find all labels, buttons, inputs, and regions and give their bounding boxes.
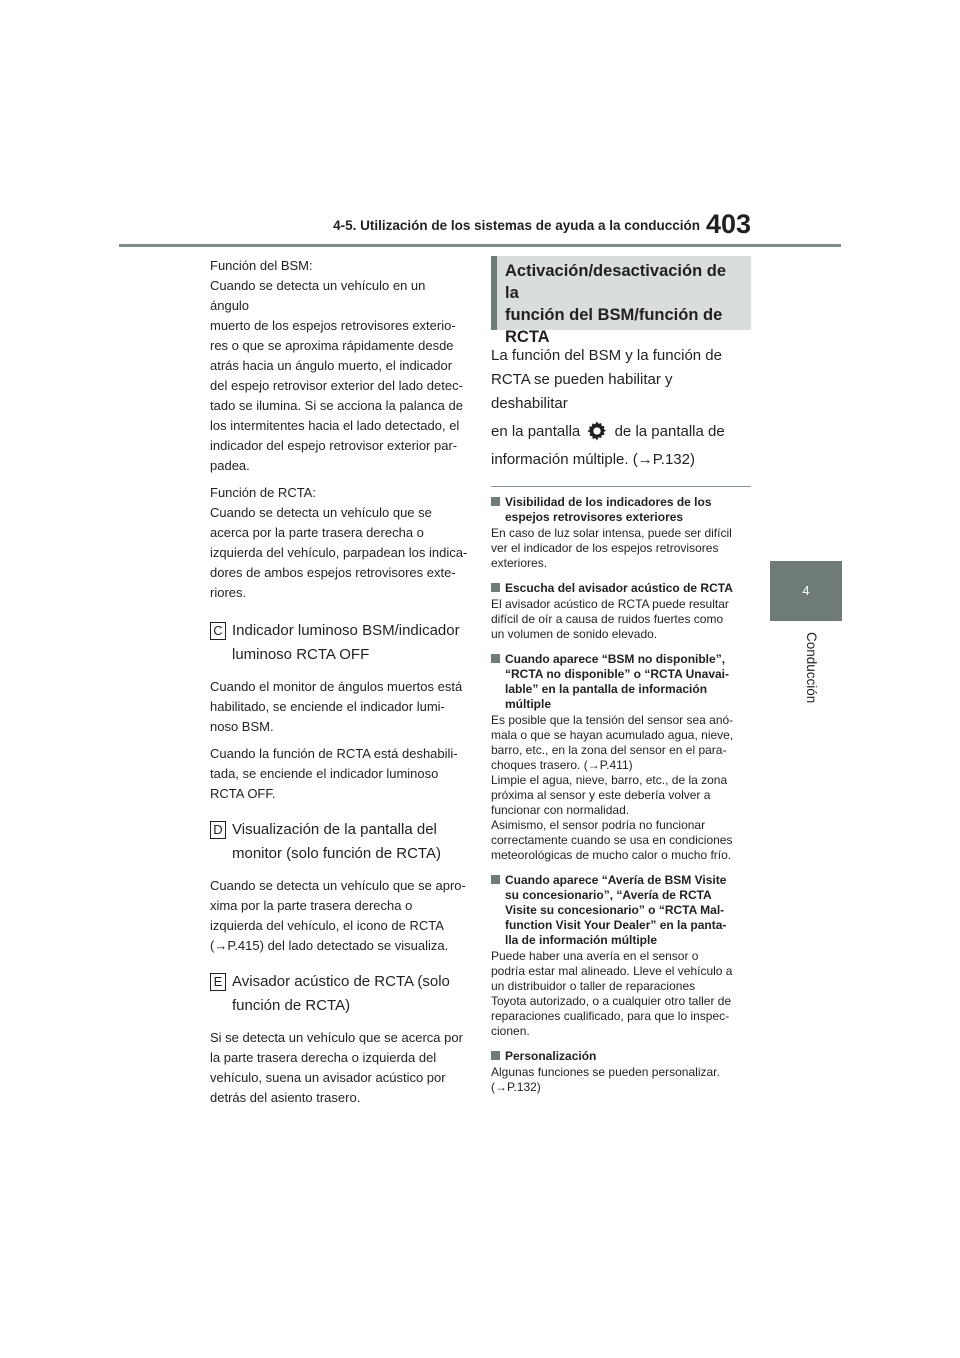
heading-line: su concesionario”, “Avería de RCTA (505, 888, 712, 902)
divider (491, 486, 751, 487)
text-fragment: de la pantalla de (614, 423, 725, 440)
text-line: izquierda del vehículo, parpadean los indica- (210, 545, 468, 560)
heading-line: Visibilidad de los indicadores de los (505, 495, 712, 509)
chapter-label: Conducción (804, 632, 819, 704)
rcta-description (210, 483, 468, 603)
text-line: habilitado, se enciende el indicador lumi- (210, 699, 445, 714)
chapter-tab[interactable]: 4 (770, 561, 842, 621)
bsm-title: Función del BSM: (210, 258, 313, 273)
heading-line: lla de información múltiple (505, 933, 658, 947)
note-body (491, 713, 751, 863)
heading-line: Escucha del avisador acústico de RCTA (505, 581, 733, 595)
text-line: exteriores. (491, 556, 548, 570)
text-line: acerca por la parte trasera derecha o (210, 525, 424, 540)
text-line: dores de ambos espejos retrovisores exte- (210, 565, 456, 580)
section-c-paragraph (210, 744, 468, 804)
section-d-paragraph (210, 876, 468, 956)
text-line: (→P.132) (491, 1080, 541, 1094)
bullet-square-icon (491, 583, 500, 592)
bullet-square-icon (491, 1051, 500, 1060)
text-line (491, 420, 751, 444)
bullet-square-icon (491, 654, 500, 663)
heading-line: función de RCTA) (232, 997, 351, 1014)
text-line: res o que se aproxima rápidamente desde (210, 338, 454, 353)
page-number: 403 (706, 209, 752, 239)
text-line: Limpie el agua, nieve, barro, etc., de la zona (491, 773, 728, 787)
right-column (491, 256, 751, 1095)
text-line: muerto de los espejos retrovisores exterio- (210, 318, 456, 333)
section-c-heading (210, 619, 468, 667)
text-line: (→P.415) del lado detectado se visualiza. (210, 938, 449, 953)
text-line: xima por la parte trasera derecha o (210, 898, 413, 913)
heading-line: luminoso RCTA OFF (232, 646, 370, 663)
section-e-paragraph (210, 1028, 468, 1108)
box-title-line: función del BSM/función de (505, 306, 723, 324)
text-line: tado se ilumina. Si se acciona la palanca de (210, 398, 463, 413)
text-line: tada, se enciende el indicador luminoso (210, 766, 439, 781)
bullet-square-icon (491, 497, 500, 506)
heading-line: Visualización de la pantalla del (232, 821, 437, 838)
heading-line: Avisador acústico de RCTA (solo (232, 973, 450, 990)
text-line: funcionar con normalidad. (491, 803, 630, 817)
text-line: Algunas funciones se pueden personalizar. (491, 1065, 720, 1079)
heading-line: Cuando aparece “BSM no disponible”, (505, 652, 726, 666)
text-line: izquierda del vehículo, el icono de RCTA (210, 918, 444, 933)
text-line: mala o que se hayan acumulado agua, nieve, (491, 728, 734, 742)
heading-line: Indicador luminoso BSM/indicador (232, 622, 460, 639)
text-line: próxima al sensor y este debería volver a (491, 788, 711, 802)
rcta-title: Función de RCTA: (210, 485, 316, 500)
heading-line: monitor (solo función de RCTA) (232, 845, 441, 862)
note-body (491, 597, 751, 642)
text-line: Puede haber una avería en el sensor o (491, 949, 699, 963)
text-line: la parte trasera derecha o izquierda del (210, 1050, 437, 1065)
section-title: 4-5. Utilización de los sistemas de ayuda a la conducción (333, 218, 700, 233)
text-line: noso BSM. (210, 719, 274, 734)
note-body (491, 949, 751, 1039)
note-heading (491, 652, 751, 712)
text-line: un distribuidor o taller de reparaciones (491, 979, 696, 993)
text-line: Asimismo, el sensor podría no funcionar (491, 818, 706, 832)
text-line: meteorológicas de mucho calor o mucho frío. (491, 848, 732, 862)
text-line: En caso de luz solar intensa, puede ser difícil (491, 526, 732, 540)
left-column (210, 256, 468, 1108)
text-line: choques trasero. (→P.411) (491, 758, 633, 772)
note-heading (491, 873, 751, 948)
text-line: Cuando se detecta un vehículo en un ángulo (210, 278, 426, 313)
bullet-square-icon (491, 875, 500, 884)
gear-icon (586, 420, 608, 442)
note-heading (491, 581, 751, 596)
bsm-description (210, 256, 468, 476)
badge-e: E (210, 973, 226, 991)
heading-line: Personalización (505, 1049, 597, 1063)
box-title-line: Activación/desactivación de la (505, 262, 727, 302)
text-fragment: en la pantalla (491, 423, 581, 440)
text-line: Cuando el monitor de ángulos muertos está (210, 679, 463, 694)
text-line: Toyota autorizado, o a cualquier otro taller de (491, 994, 732, 1008)
heading-line: Visite su concesionario” o “RCTA Mal- (505, 903, 725, 917)
badge-c: C (210, 622, 226, 640)
text-line: Cuando la función de RCTA está deshabili- (210, 746, 458, 761)
note-body (491, 1065, 751, 1095)
note-heading (491, 495, 751, 525)
text-line: Es posible que la tensión del sensor sea anó- (491, 713, 734, 727)
text-line: El avisador acústico de RCTA puede resultar (491, 597, 729, 611)
text-line: La función del BSM y la función de (491, 347, 722, 364)
text-line: Cuando se detecta un vehículo que se apro- (210, 878, 466, 893)
note-body (491, 526, 751, 571)
text-line: un volumen de sonido elevado. (491, 627, 658, 641)
heading-line: lable” en la pantalla de información (505, 682, 708, 696)
text-line: RCTA OFF. (210, 786, 276, 801)
text-line: ver el indicador de los espejos retrovisores (491, 541, 719, 555)
text-line: riores. (210, 585, 247, 600)
text-line: Si se detecta un vehículo que se acerca por (210, 1030, 463, 1045)
text-line: vehículo, suena un avisador acústico por (210, 1070, 446, 1085)
section-title-box (491, 256, 751, 346)
box-title-line: RCTA (505, 328, 550, 346)
heading-line: function Visit Your Dealer” en la panta- (505, 918, 727, 932)
heading-line: múltiple (505, 697, 552, 711)
text-line: indicador del espejo retrovisor exterior par- (210, 438, 458, 453)
text-line: podría estar mal alineado. Lleve el vehículo a (491, 964, 733, 978)
note-heading (491, 1049, 751, 1064)
heading-line: espejos retrovisores exteriores (505, 510, 684, 524)
text-line: información múltiple. (→P.132) (491, 451, 695, 468)
text-line: detrás del asiento trasero. (210, 1090, 361, 1105)
text-line: RCTA se pueden habilitar y deshabilitar (491, 371, 673, 412)
text-line: padea. (210, 458, 250, 473)
text-line: Cuando se detecta un vehículo que se (210, 505, 432, 520)
text-line: correctamente cuando se usa en condiciones (491, 833, 733, 847)
text-line: atrás hacia un ángulo muerto, el indicador (210, 358, 453, 373)
text-line: cionen. (491, 1024, 530, 1038)
text-line: barro, etc., en la zona del sensor en el para- (491, 743, 727, 757)
section-e-heading (210, 970, 468, 1018)
section-d-heading (210, 818, 468, 866)
section-c-paragraph (210, 677, 468, 737)
text-line: los intermitentes hacia el lado detectado, el (210, 418, 460, 433)
text-line: difícil de oír a causa de ruidos fuertes como (491, 612, 724, 626)
intro-paragraph (491, 344, 751, 472)
heading-line: “RCTA no disponible” o “RCTA Unavai- (505, 667, 729, 681)
badge-d: D (210, 821, 226, 839)
text-line: reparaciones cualificado, para que lo inspec- (491, 1009, 730, 1023)
text-line: del espejo retrovisor exterior del lado detec- (210, 378, 463, 393)
header-rule (119, 244, 841, 247)
heading-line: Cuando aparece “Avería de BSM Visite (505, 873, 727, 887)
